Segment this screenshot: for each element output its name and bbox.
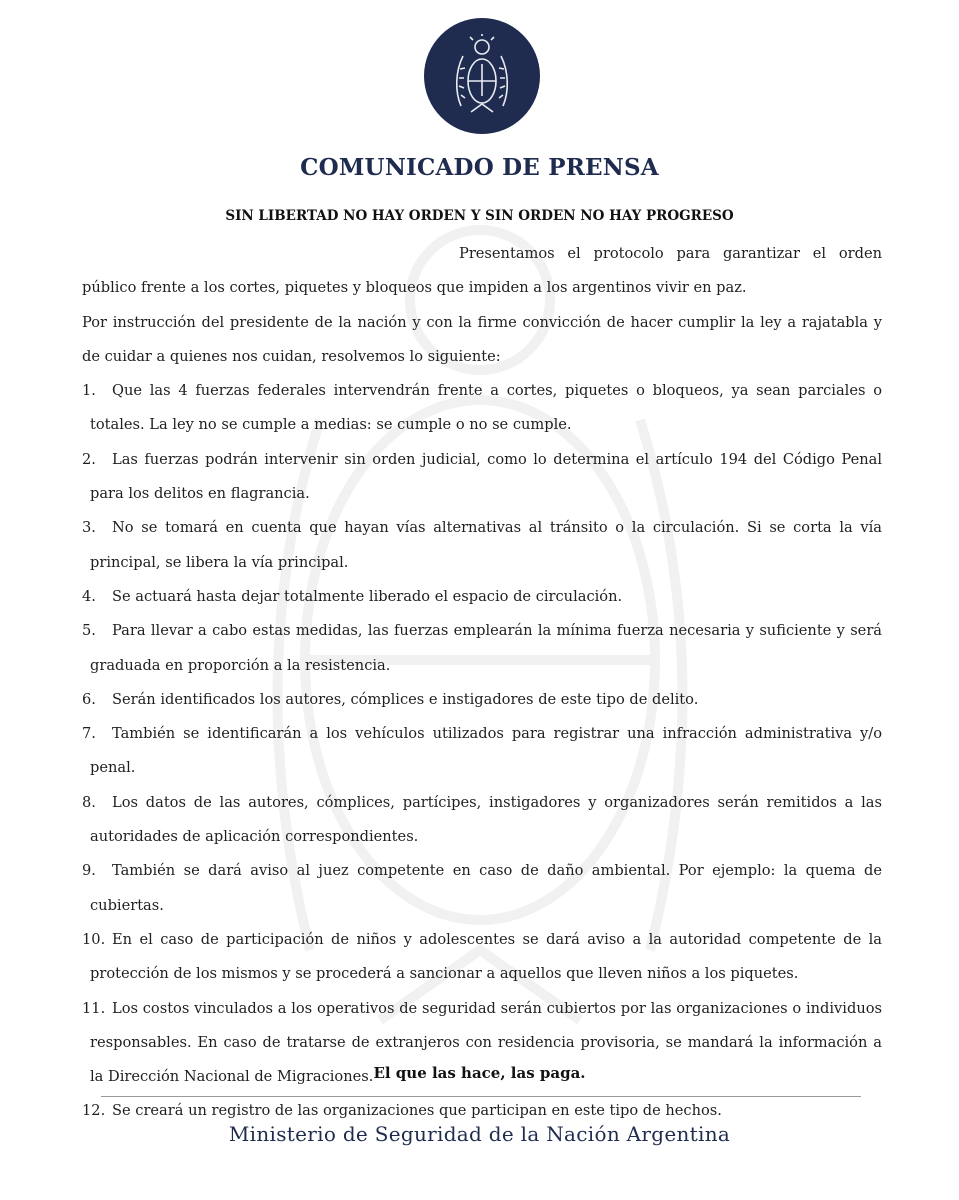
intro-paragraph-2: Por instrucción del presidente de la nación y con la firme convicción de hacer cumplir la ley a rajatabla y de cuidar a quienes nos cuidan, resolvemos lo siguiente: bbox=[82, 313, 882, 365]
page-title: COMUNICADO DE PRENSA bbox=[300, 154, 659, 181]
list-item: 10. En el caso de participación de niños y adolescentes se dará aviso a la autoridad competente de la protección de los mismos y se procederá a sancionar a aquellos que lleven niños a los piquetes. bbox=[82, 930, 882, 983]
list-item: 4. Se actuará hasta dejar totalmente liberado el espacio de circulación. bbox=[82, 587, 623, 605]
list-item: 11. Los costos vinculados a los operativos de seguridad serán cubiertos por las organizaciones o individuos responsables. En caso de tratarse de extranjeros con residencia provisoria, se mandará la información a la Dirección Nacional de Migraciones. bbox=[82, 999, 882, 1086]
coat-of-arms-icon bbox=[451, 34, 513, 118]
page-subtitle: SIN LIBERTAD NO HAY ORDEN Y SIN ORDEN NO HAY PROGRESO bbox=[225, 208, 734, 224]
divider bbox=[101, 1096, 861, 1097]
list-item: 7. También se identificarán a los vehículos utilizados para registrar una infracción administrativa y/o penal. bbox=[82, 725, 882, 777]
list-item: 9. También se dará aviso al juez competente en caso de daño ambiental. Por ejemplo: la quema de cubiertas. bbox=[82, 862, 882, 914]
list-item: 3. No se tomará en cuenta que hayan vías alternativas al tránsito o la circulación. Si se corta la vía principal, se libera la vía principal. bbox=[82, 519, 882, 571]
coat-of-arms-seal bbox=[424, 18, 540, 134]
intro-paragraph: Presentamos el protocolo para garantizar el orden público frente a los cortes, piquetes y bloqueos que impiden a los argentinos vivir en paz. bbox=[82, 245, 882, 297]
list-item: 6. Serán identificados los autores, cómplices e instigadores de este tipo de delito. bbox=[82, 690, 699, 708]
list-item: 8. Los datos de las autores, cómplices, partícipes, instigadores y organizadores serán remitidos a las autoridades de aplicación correspondientes. bbox=[82, 793, 882, 846]
list-item: 12. Se creará un registro de las organizaciones que participan en este tipo de hechos. bbox=[82, 1102, 722, 1120]
resolution-list bbox=[82, 374, 882, 1129]
ministry-footer: Ministerio de Seguridad de la Nación Argentina bbox=[228, 1122, 731, 1146]
list-item: 1. Que las 4 fuerzas federales intervendrán frente a cortes, piquetes o bloqueos, ya sean parciales o totales. La ley no se cumple a medias: se cumple o no se cumple. bbox=[82, 382, 882, 434]
list-item: 5. Para llevar a cabo estas medidas, las fuerzas emplearán la mínima fuerza necesaria y suficiente y será graduada en proporción a la resistencia. bbox=[82, 622, 882, 674]
list-item: 2. Las fuerzas podrán intervenir sin orden judicial, como lo determina el artículo 194 del Código Penal para los delitos en flagrancia. bbox=[82, 450, 882, 503]
closing-statement: El que las hace, las paga. bbox=[373, 1064, 586, 1082]
document-body bbox=[82, 237, 882, 1129]
